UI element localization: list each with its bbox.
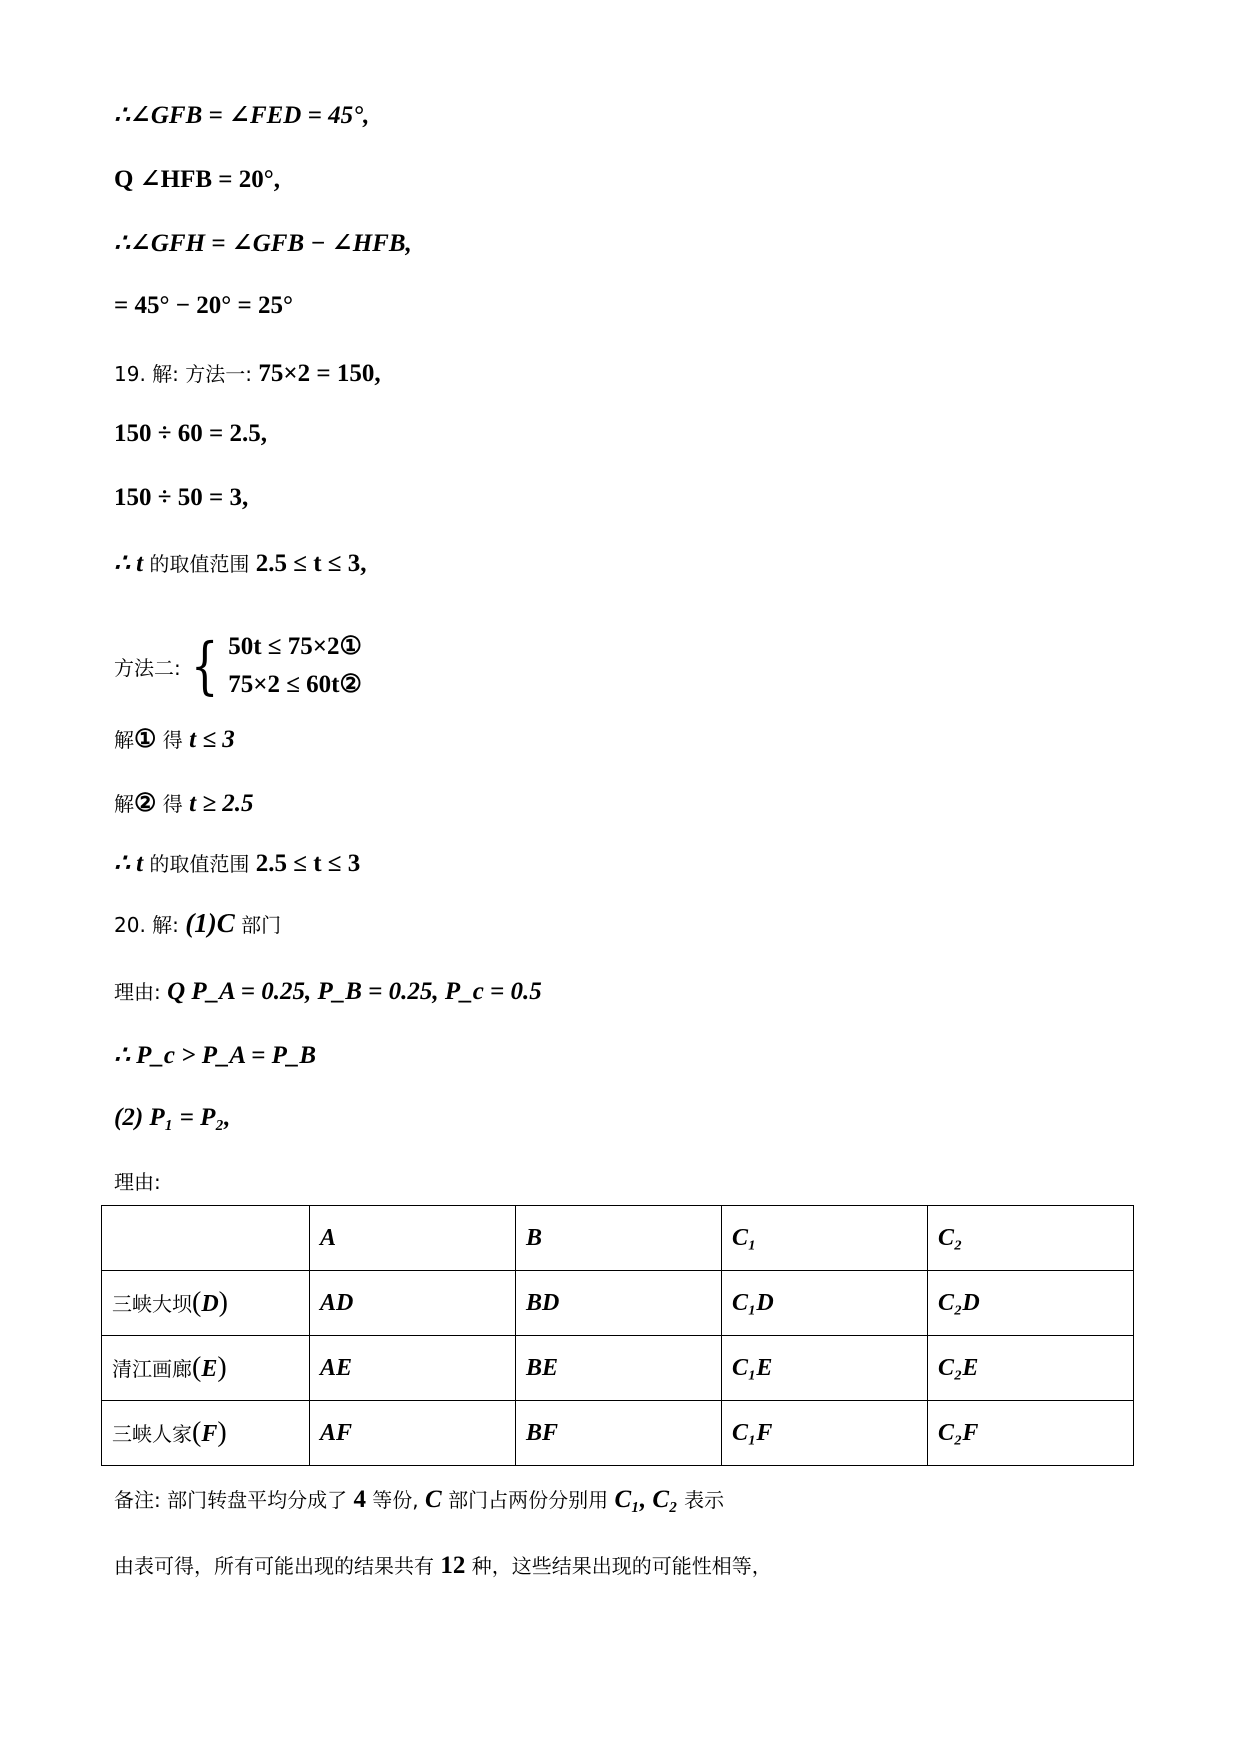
table-row-label: 三峡人家(F) <box>102 1401 310 1466</box>
line-12 <box>114 848 360 878</box>
line-4: = 45° − 20° = 25° <box>114 292 293 319</box>
last-line <box>114 1550 772 1580</box>
line-11-a: 解 <box>114 792 134 816</box>
table-cell: AF <box>310 1401 516 1466</box>
line-10-c: 得 <box>156 728 190 752</box>
table-cell: C₁D <box>722 1271 928 1336</box>
table-header-cell: C₁ <box>722 1206 928 1271</box>
note-d: C <box>425 1486 442 1513</box>
table-cell: BE <box>516 1336 722 1401</box>
line-13 <box>114 908 281 939</box>
table-cell: C₂D <box>928 1271 1134 1336</box>
line-5-prefix: 19. 解: 方法一: <box>114 362 259 386</box>
note-line <box>114 1484 724 1514</box>
line-14-math: Q P_A = 0.25, P_B = 0.25, P_c = 0.5 <box>167 978 542 1005</box>
line-11-b: ② <box>134 790 157 817</box>
line-10 <box>114 724 235 754</box>
line-11-c: 得 <box>156 792 190 816</box>
line-10-d: t ≤ 3 <box>189 726 235 753</box>
table-cell: BD <box>516 1271 722 1336</box>
last-a: 由表可得，所有可能出现的结果共有 <box>114 1554 441 1578</box>
equation-system <box>114 628 362 704</box>
table-row <box>102 1336 1134 1401</box>
line-8-c: 2.5 ≤ t ≤ 3, <box>255 550 367 577</box>
line-1: ∴∠GFB = ∠FED = 45°, <box>114 102 370 129</box>
table-cell: AD <box>310 1271 516 1336</box>
line-8-a: ∴ t <box>114 550 150 577</box>
table-header-cell <box>102 1206 310 1271</box>
table-cell: AE <box>310 1336 516 1401</box>
line-5 <box>114 358 381 388</box>
line-16: (2) P₁ = P₂, <box>114 1104 231 1131</box>
system-rows <box>228 628 362 704</box>
line-13-suffix: 部门 <box>234 913 282 937</box>
line-12-b: 的取值范围 <box>149 852 256 876</box>
method-two-label: 方法二: <box>114 655 181 680</box>
line-8-b: 的取值范围 <box>149 552 256 576</box>
last-b: 12 <box>440 1552 466 1579</box>
table-cell: BF <box>516 1401 722 1466</box>
note-c: 等份, <box>365 1488 426 1512</box>
left-brace-icon: { <box>190 629 219 702</box>
line-3: ∴∠GFH = ∠GFB − ∠HFB, <box>114 230 412 257</box>
line-7: 150 ÷ 50 = 3, <box>114 484 249 511</box>
last-c: 种，这些结果出现的可能性相等， <box>465 1554 772 1578</box>
table-header-cell: B <box>516 1206 722 1271</box>
table-row-label: 三峡大坝(D) <box>102 1271 310 1336</box>
table-cell: C₁E <box>722 1336 928 1401</box>
table-header-cell: A <box>310 1206 516 1271</box>
note-g: 表示 <box>677 1488 725 1512</box>
line-12-a: ∴ t <box>114 850 150 877</box>
table-header-cell: C₂ <box>928 1206 1134 1271</box>
line-14-prefix: 理由: <box>114 980 168 1004</box>
line-10-b: ① <box>134 726 157 753</box>
table-cell: C₂F <box>928 1401 1134 1466</box>
note-a: 备注: 部门转盘平均分成了 <box>114 1488 354 1512</box>
line-5-math: 75×2 = 150, <box>258 360 381 387</box>
note-f: C₁, C₂ <box>614 1486 678 1513</box>
line-12-c: 2.5 ≤ t ≤ 3 <box>255 850 361 877</box>
line-11 <box>114 788 254 818</box>
note-e: 部门占两份分别用 <box>441 1488 615 1512</box>
table-cell: C₂E <box>928 1336 1134 1401</box>
line-13-math: (1)C <box>185 908 235 938</box>
table-header-row <box>102 1206 1134 1271</box>
table-cell: C₁F <box>722 1401 928 1466</box>
table-row <box>102 1401 1134 1466</box>
line-6: 150 ÷ 60 = 2.5, <box>114 420 267 447</box>
line-11-d: t ≥ 2.5 <box>189 790 254 817</box>
line-2: Q ∠HFB = 20°, <box>114 166 281 193</box>
line-17: 理由: <box>114 1170 161 1194</box>
line-15: ∴ P_c > P_A = P_B <box>114 1042 317 1069</box>
system-row-2: 75×2 ≤ 60t② <box>228 671 362 698</box>
line-14 <box>114 976 542 1006</box>
line-13-prefix: 20. 解: <box>114 913 186 937</box>
system-row-1: 50t ≤ 75×2① <box>228 633 362 660</box>
outcome-table <box>101 1205 1134 1466</box>
table-row <box>102 1271 1134 1336</box>
line-10-a: 解 <box>114 728 134 752</box>
table-row-label: 清江画廊(E) <box>102 1336 310 1401</box>
line-8 <box>114 548 367 578</box>
note-b: 4 <box>353 1486 366 1513</box>
